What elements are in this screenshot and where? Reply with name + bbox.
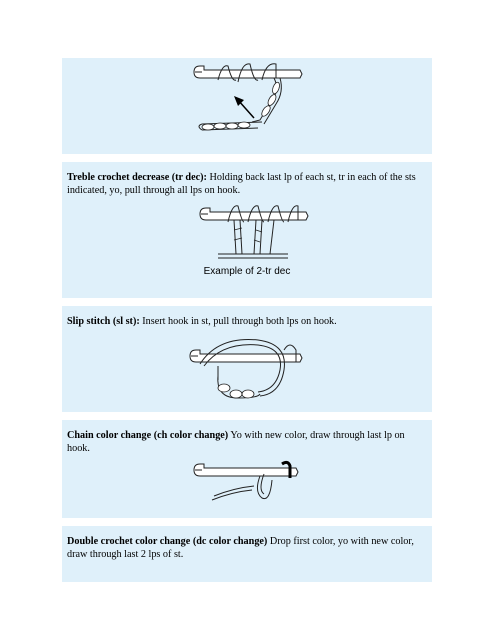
stitch-description [67, 172, 426, 197]
stitch-description [67, 536, 426, 561]
stitch-instructions: Drop first color, yo with new color, draw through last 2 lps of st. [67, 536, 414, 560]
stitch-panel-dc-color-change [62, 526, 432, 582]
stitch-description [67, 316, 426, 329]
stitch-term: Treble crochet decrease (tr dec): [67, 172, 207, 183]
treble-decrease-illustration [198, 200, 318, 262]
stitch-term: Double crochet color change (dc color change) [67, 536, 268, 547]
slip-stitch-illustration [188, 336, 318, 408]
stitch-panel-treble-decrease [62, 162, 432, 298]
chain-color-change-illustration [192, 456, 312, 504]
crochet-hook-illustration [192, 60, 312, 140]
stitch-panel-1 [62, 58, 432, 154]
stitch-instructions: Holding back last lp of each st, tr in each of the sts indicated, yo, pull through all lps on hook. [67, 172, 416, 196]
stitch-term: Slip stitch (sl st): [67, 316, 140, 327]
stitch-instructions: Insert hook in st, pull through both lps on hook. [139, 316, 337, 327]
stitch-term: Chain color change (ch color change) [67, 430, 229, 441]
stitch-description [67, 430, 426, 455]
stitch-panel-slip-stitch [62, 306, 432, 412]
stitch-panel-chain-color-change [62, 420, 432, 518]
stitch-instructions: Yo with new color, draw through last lp on hook. [67, 430, 405, 454]
illustration-caption: Example of 2-tr dec [203, 266, 291, 277]
